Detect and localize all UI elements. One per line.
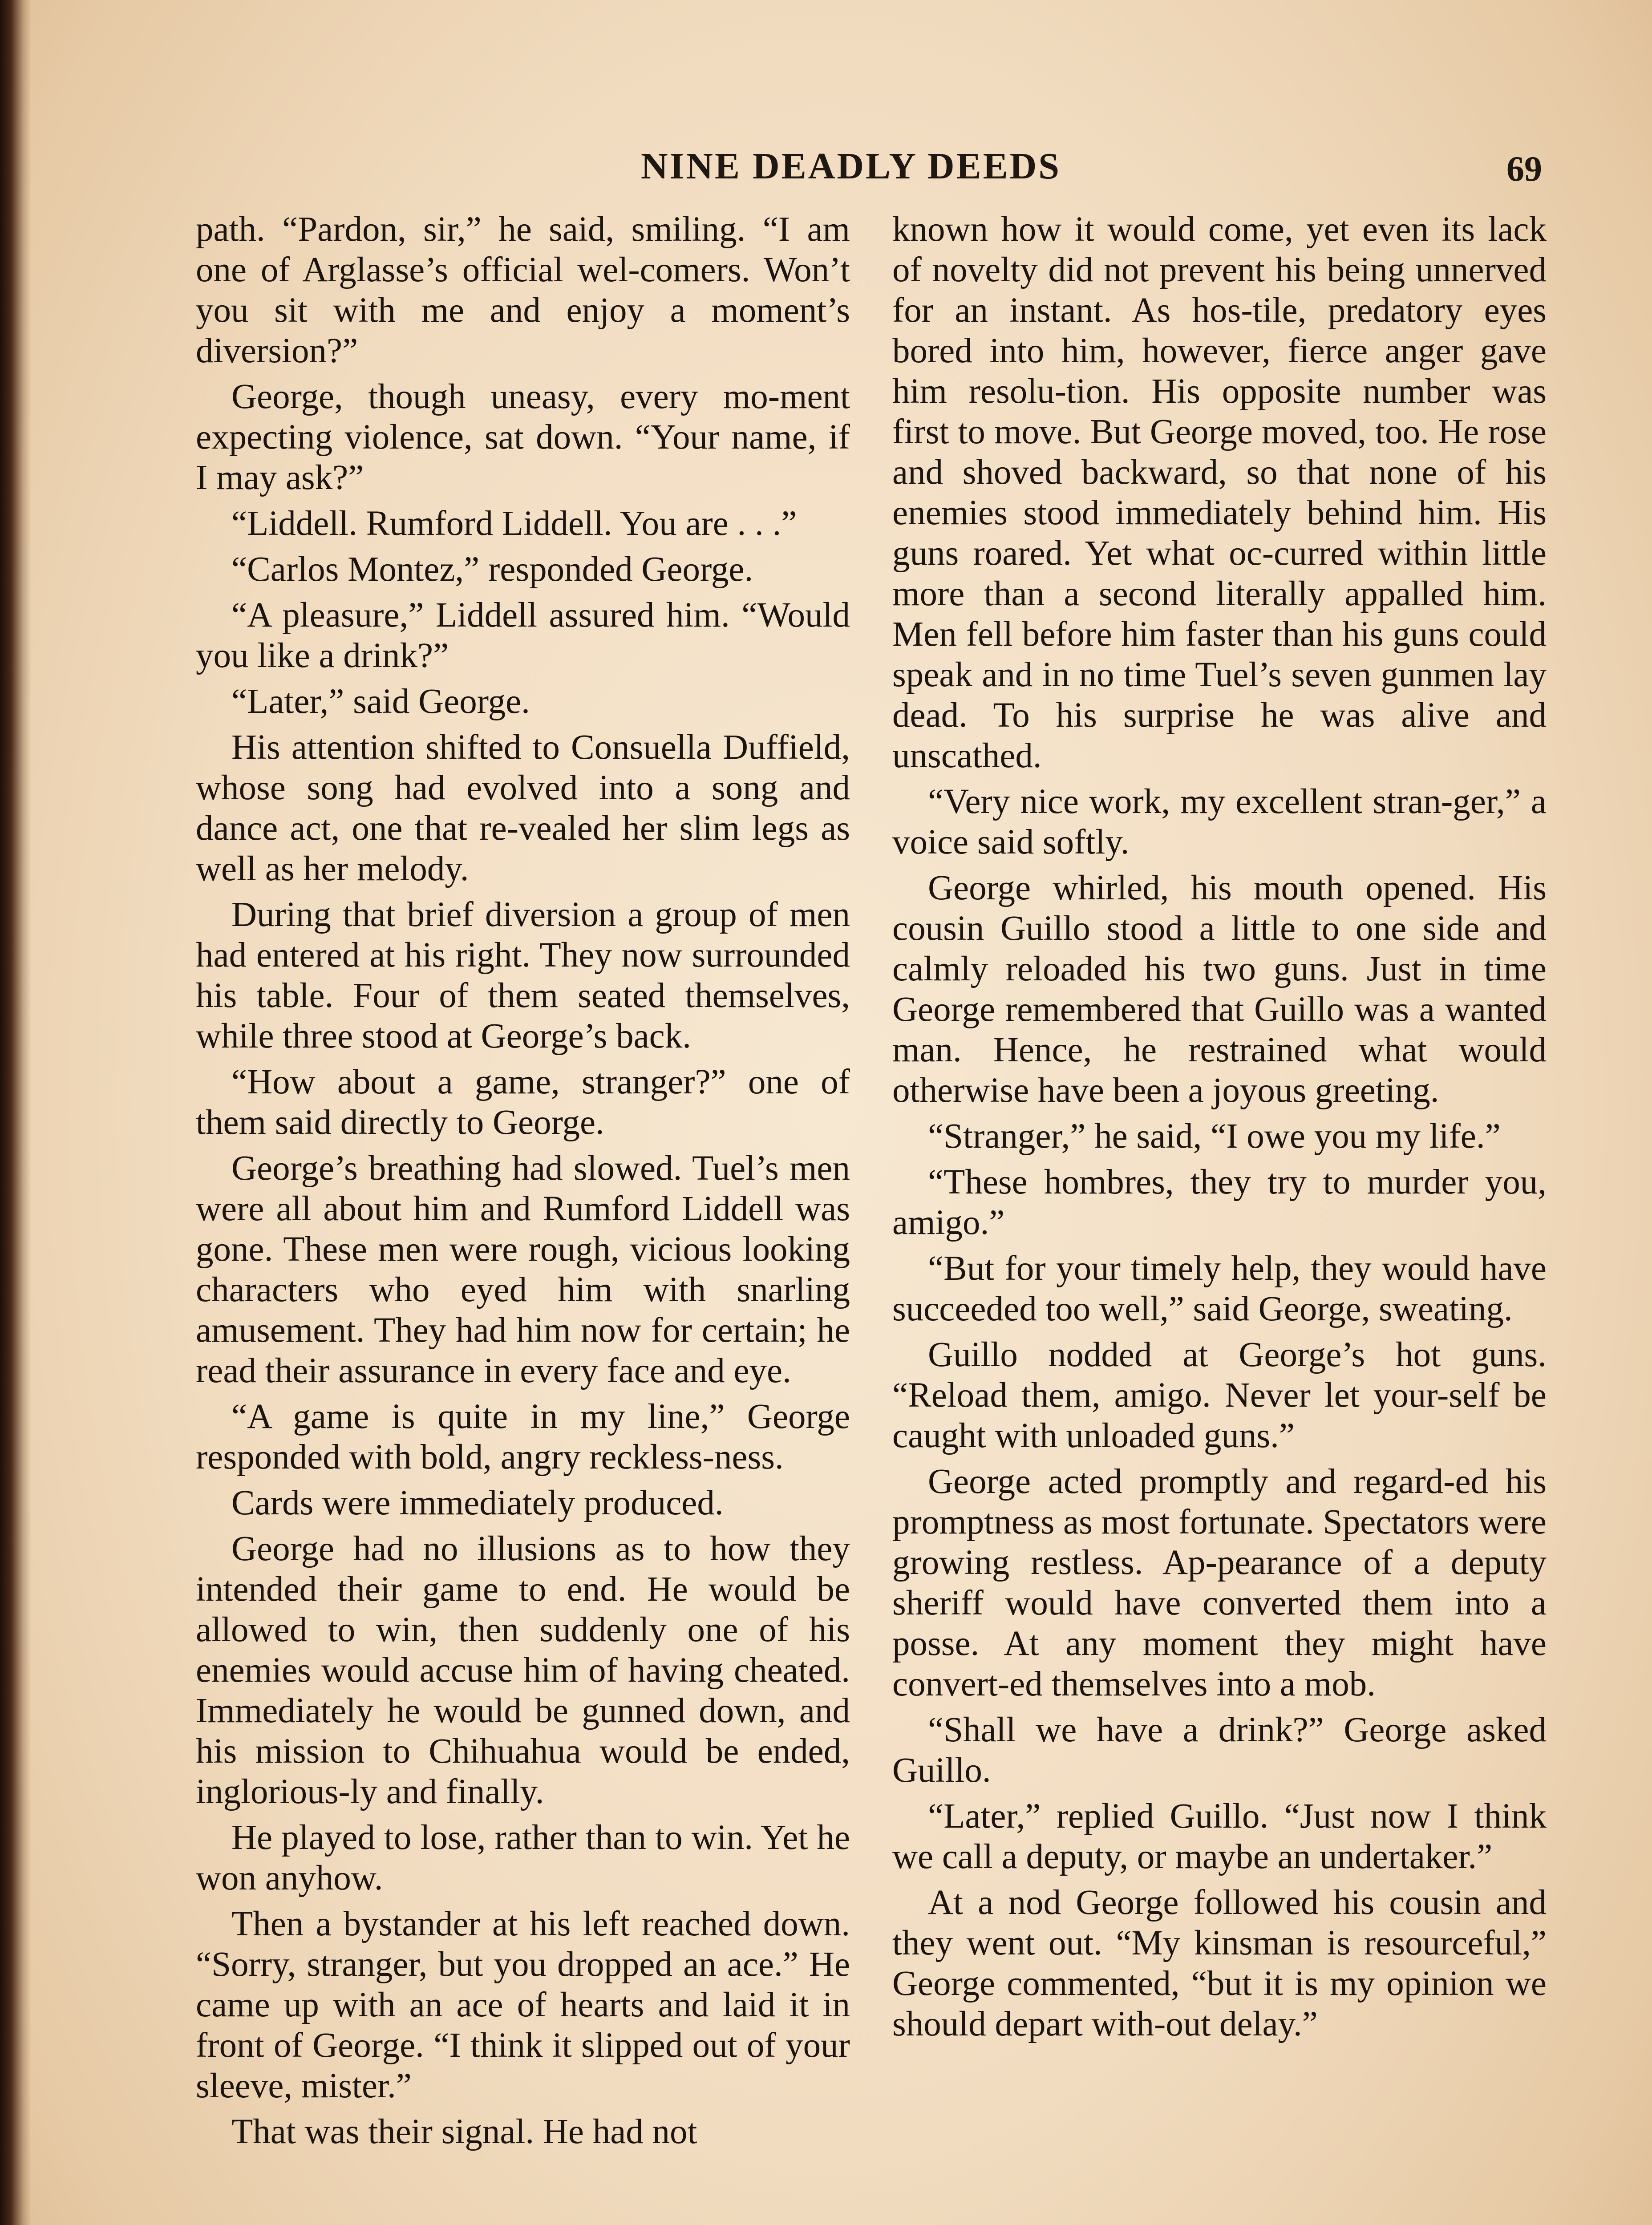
paragraph: That was their signal. He had not [231,2112,697,2151]
right-column [892,209,1547,2050]
page-number: 69 [1506,150,1542,189]
paragraph: Cards were immediately produced. [231,1484,724,1522]
paragraph: His attention shifted to Consuella Duffield, whose song had evolved into a song and dance act, one that re-vealed her slim legs as well as her melody. [196,728,850,888]
paragraph: He played to lose, rather than to win. Yet he won anyhow. [196,1818,850,1897]
paragraph: “But for your timely help, they would have succeeded too well,” said George, sweating. [892,1249,1547,1328]
left-column [196,209,850,2157]
paragraph: known how it would come, yet even its lack of novelty did not prevent his being unnerved for an instant. As hos-tile, predatory eyes bored into him, however, fierce anger gave him resolu-tion. His opposite number was first to move. But George moved, too. He rose and shoved backward, so that none of his enemies stood immediately behind him. His guns roared. Yet what oc-curred within little more than a second literally appalled him. Men fell before him faster than his guns could speak and in no time Tuel’s seven gunmen lay dead. To his surprise he was alive and unscathed. [892,210,1547,775]
paragraph: Then a bystander at his left reached down. “Sorry, stranger, but you dropped an ace.” He came up with an ace of hearts and laid it in front of George. “I think it slipped out of your sleeve, mister.” [196,1905,850,2105]
spine-shadow [0,0,31,2225]
running-head: NINE DEADLY DEEDS [641,146,1061,187]
paragraph: “Stranger,” he said, “I owe you my life.” [928,1117,1501,1156]
paragraph: Guillo nodded at George’s hot guns. “Reload them, amigo. Never let your-self be caught with unloaded guns.” [892,1335,1547,1455]
paragraph: During that brief diversion a group of men had entered at his right. They now surrounded his table. Four of them seated themselves, while three stood at George’s back. [196,895,850,1056]
paragraph: At a nod George followed his cousin and they went out. “My kinsman is resourceful,” George commented, “but it is my opinion we should depart with-out delay.” [892,1883,1547,2043]
paragraph: “A game is quite in my line,” George responded with bold, angry reckless-ness. [196,1397,850,1477]
paragraph: “Later,” replied Guillo. “Just now I think we call a deputy, or maybe an undertaker.” [892,1797,1547,1876]
paragraph: George acted promptly and regard-ed his promptness as most fortunate. Spectators were growing restless. Ap-pearance of a deputy sheriff would have converted them into a posse. At any moment they might have convert-ed themselves into a mob. [892,1462,1547,1703]
paragraph: “A pleasure,” Liddell assured him. “Would you like a drink?” [196,596,850,675]
paragraph: “Very nice work, my excellent stran-ger,” a voice said softly. [892,782,1547,862]
paragraph: George had no illusions as to how they intended their game to end. He would be allowed to win, then suddenly one of his enemies would accuse him of having cheated. Immediately he would be gunned down, and his mission to Chihuahua would be ended, inglorious-ly and finally. [196,1529,850,1811]
paragraph: path. “Pardon, sir,” he said, smiling. “I am one of Arglasse’s official wel-comers. Won’t you sit with me and enjoy a moment’s diversion?” [196,210,850,370]
paragraph: George whirled, his mouth opened. His cousin Guillo stood a little to one side and calmly reloaded his two guns. Just in time George remembered that Guillo was a wanted man. Hence, he restrained what would otherwise have been a joyous greeting. [892,869,1547,1110]
paragraph: George’s breathing had slowed. Tuel’s men were all about him and Rumford Liddell was gone. These men were rough, vicious looking characters who eyed him with snarling amusement. They had him now for certain; he read their assurance in every face and eye. [196,1149,850,1390]
paragraph: “Carlos Montez,” responded George. [231,550,753,589]
paragraph: “Shall we have a drink?” George asked Guillo. [892,1711,1547,1790]
paragraph: George, though uneasy, every mo-ment expecting violence, sat down. “Your name, if I may ask?” [196,377,850,497]
paragraph: “How about a game, stranger?” one of them said directly to George. [196,1063,850,1142]
paragraph: “Later,” said George. [231,682,530,721]
paragraph: “Liddell. Rumford Liddell. You are . . .” [231,504,797,543]
paragraph: “These hombres, they try to murder you, amigo.” [892,1163,1547,1242]
